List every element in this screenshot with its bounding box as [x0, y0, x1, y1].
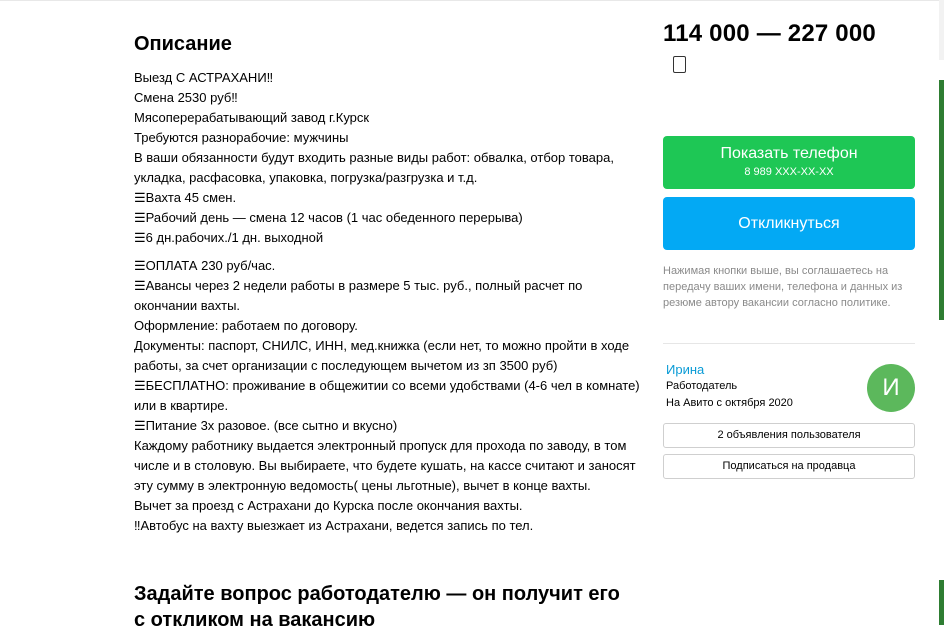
avatar[interactable]: И	[867, 364, 915, 412]
description-line: Смена 2530 руб‼	[134, 90, 238, 105]
description-line: ☰Питание 3х разовое. (все сытно и вкусно)	[134, 418, 398, 433]
description-line: В ваши обязанности будут входить разные виды работ: обвалка, отбор товара, укладка, расфасовка, упаковка, погрузка/разгрузка и т.д.	[134, 150, 614, 185]
phone-number-masked: 8 989 XXX-XX-XX	[744, 166, 834, 178]
description-line: Требуются разнорабочие: мужчины	[134, 130, 349, 145]
description-line: ☰ОПЛАТА 230 руб/час.	[134, 258, 276, 273]
description-line: ☰Вахта 45 смен.	[134, 190, 237, 205]
favorite-icon[interactable]	[673, 56, 686, 73]
seller-name-link[interactable]: Ирина	[666, 362, 705, 377]
description-line: ☰Рабочий день — смена 12 часов (1 час обеденного перерыва)	[134, 210, 523, 225]
show-phone-label: Показать телефон	[720, 145, 858, 162]
salary-price: 114 000 — 227 000	[663, 20, 876, 47]
description-line: Каждому работнику выдается электронный пропуск для прохода по заводу, в том числе и в столовую. Вы выбираете, что будете кушать, на кассе считают и заносят эту сумму в электронную ведомость( цены льготные), вычет в конце вахты.	[134, 438, 636, 493]
user-ads-button[interactable]: 2 объявления пользователя	[663, 423, 915, 448]
description-line: Мясоперерабатывающий завод г.Курск	[134, 110, 370, 125]
show-phone-button[interactable]	[663, 136, 915, 189]
seller-role: Работодатель	[666, 380, 738, 392]
paragraph-gap	[134, 248, 646, 256]
ask-employer-title: Задайте вопрос работодателю — он получит его с откликом на вакансию	[134, 583, 620, 631]
description-line: Оформление: работаем по договору.	[134, 318, 358, 333]
divider	[663, 343, 915, 344]
description-line: Документы: паспорт, СНИЛС, ИНН, мед.книжка (если нет, то можно пройти в ходе работы, за счет организации с последующем вычетом из зп 3500 руб)	[134, 338, 630, 373]
consent-text: Нажимая кнопки выше, вы соглашаетесь на передачу ваших имени, телефона и данных из резюме автору вакансии согласно политике.	[663, 265, 903, 309]
description-title: Описание	[134, 33, 232, 55]
respond-label: Откликнуться	[738, 215, 840, 232]
adjacent-window-edge-accent	[939, 80, 944, 320]
description-line: ☰БЕСПЛАТНО: проживание в общежитии со всеми удобствами (4-6 чел в комнате) или в квартире.	[134, 378, 640, 413]
respond-button[interactable]	[663, 197, 915, 250]
adjacent-window-edge-accent-bottom	[939, 580, 944, 625]
description-line: ☰6 дн.рабочих./1 дн. выходной	[134, 230, 324, 245]
top-border	[0, 0, 944, 1]
subscribe-seller-button[interactable]: Подписаться на продавца	[663, 454, 915, 479]
description-line: ‼Автобус на вахту выезжает из Астрахани, ведется запись по тел.	[134, 518, 534, 533]
seller-since: На Авито с октября 2020	[666, 397, 793, 409]
description-body	[134, 68, 646, 536]
description-line: Вычет за проезд с Астрахани до Курска после окончания вахты.	[134, 498, 523, 513]
description-line: Выезд С АСТРАХАНИ‼	[134, 70, 274, 85]
adjacent-window-edge	[939, 0, 944, 60]
description-line: ☰Авансы через 2 недели работы в размере 5 тыс. руб., полный расчет по окончании вахты.	[134, 278, 583, 313]
